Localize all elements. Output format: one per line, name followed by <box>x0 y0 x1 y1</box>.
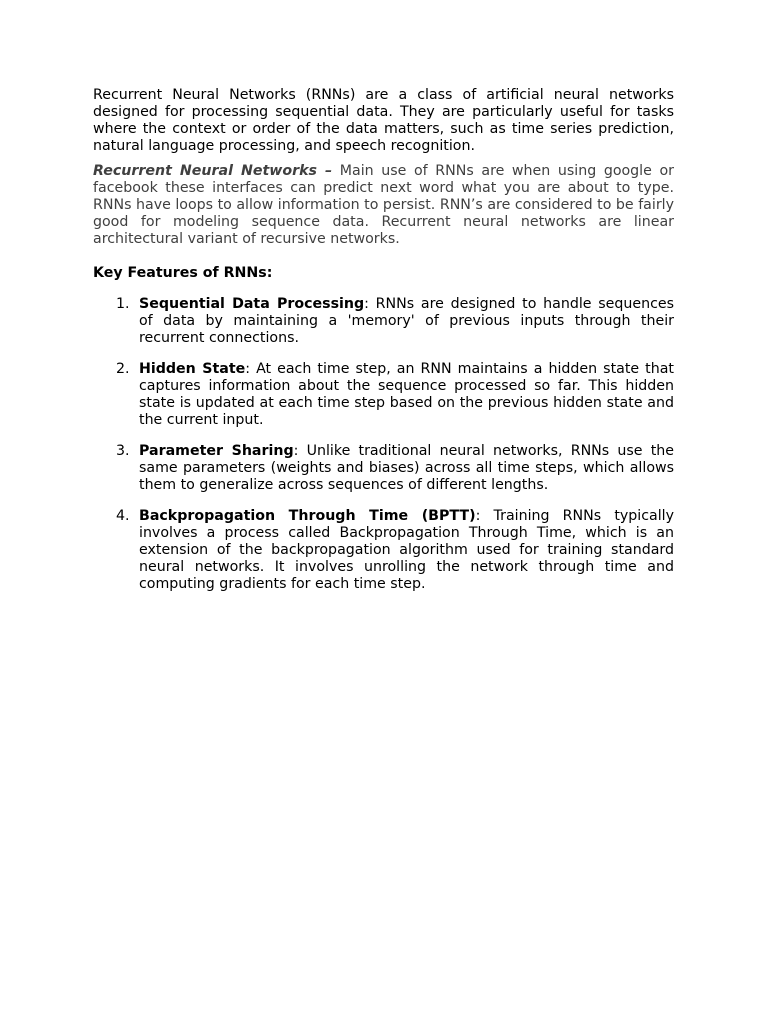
rnn-definition-title: Recurrent Neural Networks – <box>93 163 333 179</box>
list-item-number: 2. <box>116 361 130 377</box>
list-item-text: : Unlike traditional neural networks, RNNs use the same parameters (weights and biases) across all time steps, which allows them to generalize across sequences of different lengths. <box>139 443 674 493</box>
list-item-number: 3. <box>116 443 130 459</box>
list-item <box>93 296 674 347</box>
intro-paragraph: Recurrent Neural Networks (RNNs) are a class of artificial neural networks designed for processing sequential data. They are particularly useful for tasks where the context or order of the data matters, such as time series prediction, natural language processing, and speech recognition. <box>93 87 674 154</box>
list-item <box>93 443 674 494</box>
list-item-term: Sequential Data Processing <box>139 296 365 312</box>
document-page <box>93 87 674 607</box>
list-item-term: Backpropagation Through Time (BPTT) <box>139 508 476 524</box>
key-features-heading: Key Features of RNNs: <box>93 265 273 281</box>
list-item <box>93 508 674 593</box>
key-features-list <box>93 296 674 593</box>
list-item-number: 1. <box>116 296 130 312</box>
rnn-definition-paragraph <box>93 163 674 248</box>
list-item-term: Parameter Sharing <box>139 443 294 459</box>
list-item-number: 4. <box>116 508 130 524</box>
list-item-text: : Training RNNs typically involves a process called Backpropagation Through Time, which is an extension of the backpropagation algorithm used for training standard neural networks. It involves unrolling the network through time and computing gradients for each time step. <box>139 508 674 592</box>
list-item <box>93 361 674 429</box>
rnn-definition-body: Main use of RNNs are when using google or facebook these interfaces can predict next word what you are about to type. RNNs have loops to allow information to persist. RNN’s are considered to be fairly good for modeling sequence data. Recurrent neural networks are linear architectural variant of recursive networks. <box>93 163 674 247</box>
list-item-term: Hidden State <box>139 361 246 377</box>
list-item-text: : At each time step, an RNN maintains a hidden state that captures information about the sequence processed so far. This hidden state is updated at each time step based on the previous hidden state and the current input. <box>139 361 674 428</box>
list-item-text: : RNNs are designed to handle sequences of data by maintaining a 'memory' of previous inputs through their recurrent connections. <box>139 296 674 346</box>
